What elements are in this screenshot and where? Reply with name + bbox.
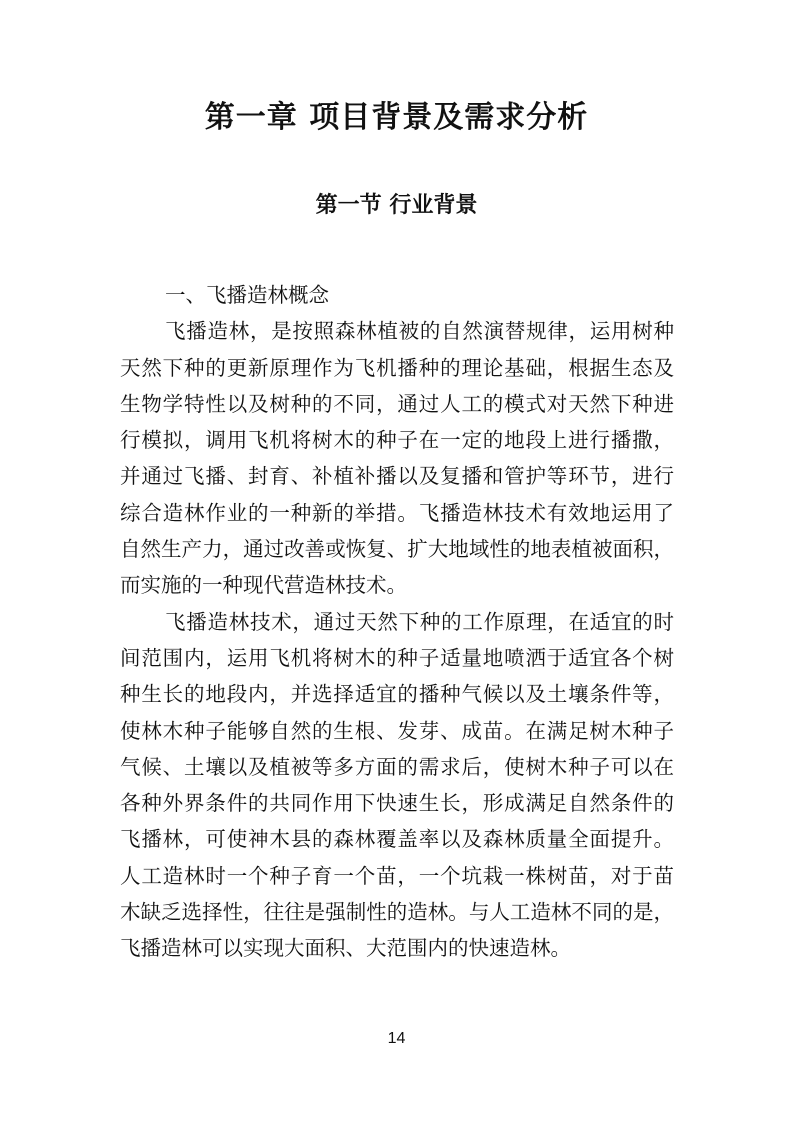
paragraph-line: 各种外界条件的共同作用下快速生长，形成满足自然条件的 xyxy=(120,791,674,816)
chapter-title: 第一章 项目背景及需求分析 xyxy=(204,100,589,135)
paragraph-line: 生物学特性以及树种的不同，通过人工的模式对天然下种进 xyxy=(120,391,674,416)
paragraph-line: 而实施的一种现代营造林技术。 xyxy=(120,573,407,598)
paragraph-line: 间范围内，运用飞机将树木的种子适量地喷洒于适宜各个树 xyxy=(120,645,674,670)
paragraph-line: 综合造林作业的一种新的举措。飞播造林技术有效地运用了 xyxy=(120,500,674,525)
paragraph-line: 天然下种的更新原理作为飞机播种的理论基础，根据生态及 xyxy=(120,355,674,380)
paragraph-line: 并通过飞播、封育、补植补播以及复播和管护等环节，进行 xyxy=(120,464,674,489)
paragraph-line: 飞播造林可以实现大面积、大范围内的快速造林。 xyxy=(120,936,571,961)
paragraph xyxy=(120,313,674,603)
subheading: 一、飞播造林概念 xyxy=(165,283,329,307)
paragraph-line: 种生长的地段内，并选择适宜的播种气候以及土壤条件等， xyxy=(120,682,674,707)
paragraph-line: 人工造林时一个种子育一个苗，一个坑栽一株树苗，对于苗 xyxy=(120,863,674,888)
paragraph-line: 气候、土壤以及植被等多方面的需求后，使树木种子可以在 xyxy=(120,754,674,779)
paragraph-line: 飞播造林技术，通过天然下种的工作原理，在适宜的时 xyxy=(165,609,674,634)
paragraph-line: 飞播造林，是按照森林植被的自然演替规律，运用树种 xyxy=(165,319,674,344)
paragraph-line: 使林木种子能够自然的生根、发芽、成苗。在满足树木种子 xyxy=(120,718,674,743)
paragraph-line: 行模拟，调用飞机将树木的种子在一定的地段上进行播撒， xyxy=(120,428,674,453)
paragraph-line: 木缺乏选择性，往往是强制性的造林。与人工造林不同的是， xyxy=(120,900,674,925)
page-number: 14 xyxy=(387,1030,406,1047)
section-title: 第一节 行业背景 xyxy=(315,193,478,218)
paragraph-line: 自然生产力，通过改善或恢复、扩大地域性的地表植被面积， xyxy=(120,537,674,562)
paragraph-line: 飞播林，可使神木县的森林覆盖率以及森林质量全面提升。 xyxy=(120,827,674,852)
document-body xyxy=(120,277,674,967)
paragraph xyxy=(120,604,674,967)
